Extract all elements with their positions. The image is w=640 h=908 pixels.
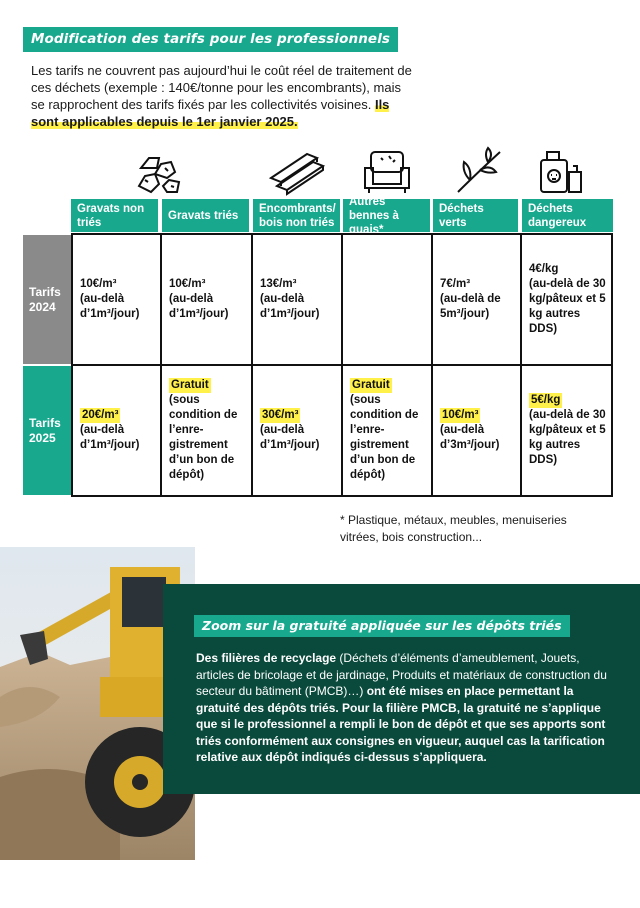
column-header-dechets-verts: Déchets verts	[433, 199, 518, 232]
intro-text: Les tarifs ne couvrent pas aujourd’hui le coût réel de traitement de ces déchets (exemple : 140€/tonne pour les encombrants), mais se rapprochent des tarifs fixés par les collectivités voisines.	[31, 63, 412, 112]
cell-note: (au-delà d’1m³/jour)	[80, 424, 140, 451]
table-cell	[433, 235, 520, 364]
cell-price-highlight: Gratuit	[171, 379, 209, 391]
cell-price-highlight: 10€/m³	[442, 409, 479, 421]
cell-note: (au-delà d’1m³/jour)	[260, 424, 320, 451]
cell-note: (au-delà d’1m³/jour)	[80, 293, 140, 320]
intro-highlight: Ils sont applicables depuis le 1er janvier 2025.	[31, 97, 390, 129]
table-cell	[522, 366, 611, 495]
table-cell	[253, 366, 341, 495]
cell-price: 7€/m³	[440, 278, 471, 290]
hazardous-containers-icon	[537, 146, 587, 196]
section-title: Modification des tarifs pour les professionnels	[23, 27, 398, 52]
cell-note: (au-delà d’1m³/jour)	[169, 293, 229, 320]
table-cell	[73, 235, 160, 364]
category-icons	[117, 146, 617, 198]
wood-planks-icon	[267, 146, 327, 196]
cell-price-highlight: 20€/m³	[82, 409, 119, 421]
cell-note: (sous condition de l’enre-gistrement d’un bon de dépôt)	[350, 394, 419, 481]
table-footnote: * Plastique, métaux, meubles, menuiseries vitrées, bois construction...	[340, 513, 567, 544]
column-header-dechets-dangereux: Déchets dangereux	[522, 199, 613, 232]
row-header-2025: Tarifs 2025	[23, 366, 71, 495]
table-cell	[253, 235, 341, 364]
column-header-gravats-non-tries: Gravats non triés	[71, 199, 158, 232]
zoom-regular: (Déchets d’éléments d’ameublement, Jouets, articles de bricolage et de jardinage, Produits et matériaux de construction du secteur du bâtiment (PMCB)…)	[196, 651, 607, 698]
cell-price: 4€/kg	[529, 263, 559, 275]
column-header-autres-bennes: Autres bennes à quais*	[343, 199, 430, 232]
table-cell	[162, 235, 251, 364]
cell-price: 10€/m³	[80, 278, 117, 290]
cell-note: (au-delà d’1m³/jour)	[260, 293, 320, 320]
tariff-table	[23, 195, 613, 497]
rubble-icon	[131, 146, 185, 196]
row-header-2024: Tarifs 2024	[23, 235, 71, 364]
table-cell	[73, 366, 160, 495]
cell-note: (au-delà de 30 kg/pâteux et 5 kg autres DDS)	[529, 278, 606, 335]
cell-price: 13€/m³	[260, 278, 297, 290]
zoom-paragraph	[196, 650, 616, 766]
table-cell	[433, 366, 520, 495]
zoom-bold: ont été mises en place permettant la gratuité des dépôts triés. Pour la filière PMCB, la gratuité ne s’applique que si le professionnel a rempli le bon de dépôt et que ses apports sont triés conformément aux consignes en vigueur, auquel cas la tarification relative aux dépôt indiqués ci-dessus s’appliquera.	[196, 684, 606, 764]
zoom-title: Zoom sur la gratuité appliquée sur les dépôts triés	[194, 615, 570, 637]
cell-price-highlight: Gratuit	[352, 379, 390, 391]
zoom-lead: Des filières de recyclage	[196, 651, 337, 665]
table-cell	[522, 235, 611, 364]
table-cell-empty	[343, 235, 431, 364]
cell-price-highlight: 30€/m³	[262, 409, 299, 421]
intro-paragraph	[31, 62, 416, 130]
cell-note: (sous condition de l’enre-gistrement d’un bon de dépôt)	[169, 394, 238, 481]
column-header-encombrants: Encombrants/ bois non triés	[253, 199, 340, 232]
cell-note: (au-delà de 30 kg/pâteux et 5 kg autres DDS)	[529, 409, 606, 466]
cell-note: (au-delà de 5m³/jour)	[440, 293, 501, 320]
table-cell	[343, 366, 431, 495]
branch-icon	[452, 146, 506, 196]
column-header-gravats-tries: Gravats triés	[162, 199, 249, 232]
cell-price: 10€/m³	[169, 278, 206, 290]
armchair-icon	[361, 146, 413, 196]
cell-price-highlight: 5€/kg	[531, 394, 561, 406]
table-cell	[162, 366, 251, 495]
cell-note: (au-delà d’3m³/jour)	[440, 424, 500, 451]
